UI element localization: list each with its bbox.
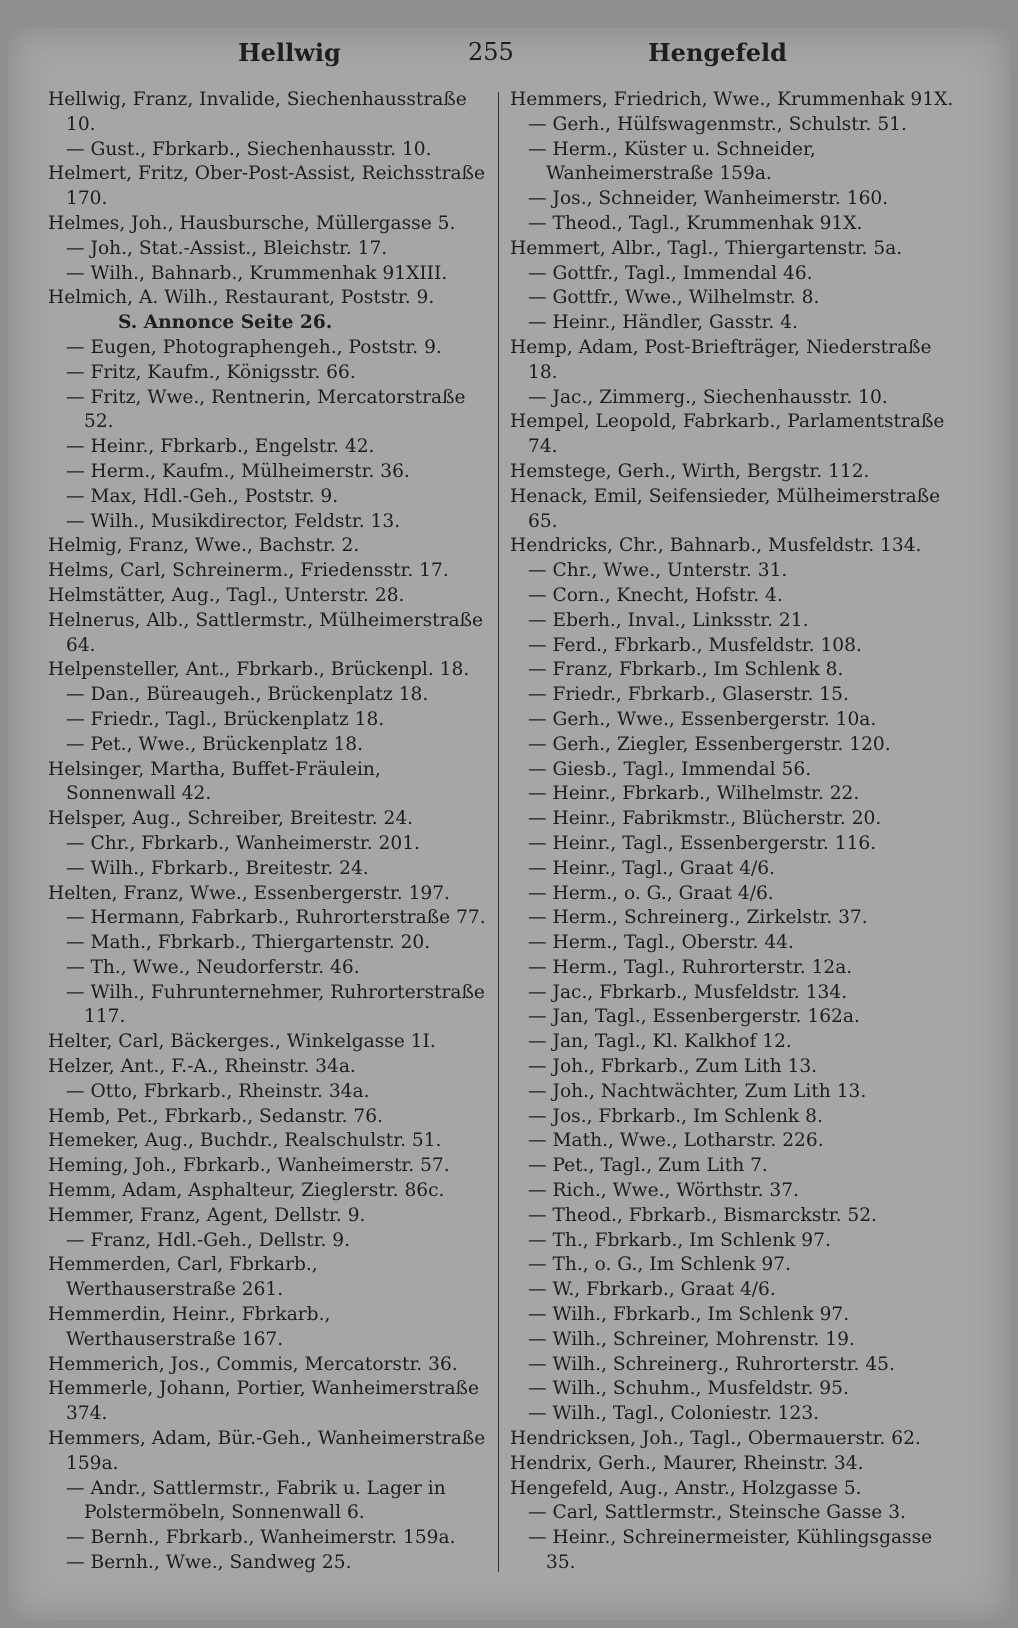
directory-entry: Helpensteller, Ant., Fbrkarb., Brückenpl. 18. — [48, 659, 470, 681]
directory-entry: Helmich, A. Wilh., Restaurant, Poststr. 9. — [48, 287, 435, 309]
directory-entry: — Rich., Wwe., Wörthstr. 37. — [528, 1180, 799, 1202]
directory-entry: — Jan, Tagl., Kl. Kalkhof 12. — [528, 1031, 792, 1053]
directory-entry: — Joh., Fbrkarb., Zum Lith 13. — [528, 1056, 818, 1078]
directory-entry: — Gerh., Ziegler, Essenbergerstr. 120. — [528, 733, 891, 755]
directory-entry: — Math., Fbrkarb., Thiergartenstr. 20. — [66, 932, 431, 954]
directory-entry: Helmig, Franz, Wwe., Bachstr. 2. — [48, 535, 360, 557]
directory-entry: — Heinr., Händler, Gasstr. 4. — [528, 312, 798, 334]
directory-entry: — Herm., Tagl., Ruhrorterstr. 12a. — [528, 956, 853, 978]
directory-entry: — Wilh., Bahnarb., Krummenhak 91XIII. — [66, 262, 448, 284]
directory-entry: Hemp, Adam, Post-Briefträger, Niederstraße 18. — [510, 336, 932, 383]
directory-page — [8, 28, 1010, 1620]
directory-entry: — Theod., Tagl., Krummenhak 91X. — [528, 212, 863, 234]
directory-entry: — Fritz, Kaufm., Königsstr. 66. — [66, 361, 356, 383]
directory-entry: Helmert, Fritz, Ober-Post-Assist, Reichsstraße 170. — [48, 163, 485, 210]
directory-entry: — Wilh., Schreiner, Mohrenstr. 19. — [528, 1328, 855, 1350]
directory-entry: — Gerh., Hülfswagenmstr., Schulstr. 51. — [528, 113, 907, 135]
directory-entry: Hemstege, Gerh., Wirth, Bergstr. 112. — [510, 460, 870, 482]
directory-entry: Helten, Franz, Wwe., Essenbergerstr. 197. — [48, 882, 450, 904]
left-column — [48, 88, 488, 1576]
directory-entry: — Eberh., Inval., Linksstr. 21. — [528, 609, 809, 631]
directory-entry: Hempel, Leopold, Fabrkarb., Parlamentstraße 74. — [510, 411, 945, 458]
directory-entry: — Carl, Sattlermstr., Steinsche Gasse 3. — [528, 1502, 906, 1524]
directory-entry: — Jac., Fbrkarb., Musfeldstr. 134. — [528, 981, 848, 1003]
directory-entry: — Pet., Tagl., Zum Lith 7. — [528, 1155, 768, 1177]
directory-entry: — Bernh., Wwe., Sandweg 25. — [66, 1552, 352, 1574]
directory-entry: — Pet., Wwe., Brückenplatz 18. — [66, 733, 364, 755]
directory-entry: Helms, Carl, Schreinerm., Friedensstr. 17. — [48, 560, 449, 582]
directory-entry: Hemmerden, Carl, Fbrkarb., Werthauserstraße 261. — [48, 1254, 318, 1301]
directory-entry: — Heinr., Fbrkarb., Wilhelmstr. 22. — [528, 783, 860, 805]
directory-entry: — Gerh., Wwe., Essenbergerstr. 10a. — [528, 708, 877, 730]
directory-entry: Hemb, Pet., Fbrkarb., Sedanstr. 76. — [48, 1105, 383, 1127]
right-column — [510, 88, 960, 1576]
directory-entry: — Eugen, Photographengeh., Poststr. 9. — [66, 336, 442, 358]
directory-entry: — Wilh., Fbrkarb., Breitestr. 24. — [66, 857, 369, 879]
directory-entry: Helnerus, Alb., Sattlermstr., Mülheimerstraße 64. — [48, 609, 484, 656]
directory-entry: — Gottfr., Tagl., Immendal 46. — [528, 262, 813, 284]
directory-entry: Helsinger, Martha, Buffet-Fräulein, Sonnenwall 42. — [48, 758, 381, 805]
directory-entry: — Andr., Sattlermstr., Fabrik u. Lager in Polstermöbeln, Sonnenwall 6. — [66, 1477, 446, 1524]
page-header — [8, 38, 1010, 74]
directory-entry: — Franz, Hdl.-Geh., Dellstr. 9. — [66, 1229, 351, 1251]
header-left-keyword: Hellwig — [238, 38, 341, 67]
directory-entry: — W., Fbrkarb., Graat 4/6. — [528, 1279, 776, 1301]
directory-entry: — Wilh., Fuhrunternehmer, Ruhrorterstraße 117. — [66, 981, 485, 1028]
directory-entry: Hemm, Adam, Asphalteur, Zieglerstr. 86c. — [48, 1180, 445, 1202]
directory-entry: — Gust., Fbrkarb., Siechenhausstr. 10. — [66, 138, 432, 160]
directory-entry: — Wilh., Schreinerg., Ruhrorterstr. 45. — [528, 1353, 895, 1375]
directory-entry: — Ferd., Fbrkarb., Musfeldstr. 108. — [528, 634, 862, 656]
directory-entry: Helsper, Aug., Schreiber, Breitestr. 24. — [48, 808, 414, 830]
directory-entry: Hellwig, Franz, Invalide, Siechenhausstraße 10. — [48, 89, 467, 135]
directory-entry: — Giesb., Tagl., Immendal 56. — [528, 758, 812, 780]
directory-entry: — Th., o. G., Im Schlenk 97. — [528, 1254, 791, 1276]
directory-entry: — Wilh., Schuhm., Musfeldstr. 95. — [528, 1378, 849, 1400]
directory-entry: — Heinr., Tagl., Graat 4/6. — [528, 857, 775, 879]
directory-entry: — Max, Hdl.-Geh., Poststr. 9. — [66, 485, 339, 507]
directory-entry: Hemmers, Friedrich, Wwe., Krummenhak 91X. — [510, 89, 954, 110]
directory-entry: Hemeker, Aug., Buchdr., Realschulstr. 51. — [48, 1130, 442, 1152]
directory-entry: — Joh., Stat.-Assist., Bleichstr. 17. — [66, 237, 388, 259]
directory-entry: Hemmer, Franz, Agent, Dellstr. 9. — [48, 1204, 366, 1226]
directory-entry: — Dan., Büreaugeh., Brückenplatz 18. — [66, 684, 429, 706]
directory-entry: Hendricks, Chr., Bahnarb., Musfeldstr. 134. — [510, 535, 922, 557]
column-divider — [498, 92, 499, 1572]
directory-entry: — Gottfr., Wwe., Wilhelmstr. 8. — [528, 287, 820, 309]
directory-entry: — Th., Wwe., Neudorferstr. 46. — [66, 956, 360, 978]
directory-entry: Hemmerle, Johann, Portier, Wanheimerstraße 374. — [48, 1378, 479, 1425]
directory-entry: — Jac., Zimmerg., Siechenhausstr. 10. — [528, 386, 888, 408]
directory-entry: Heming, Joh., Fbrkarb., Wanheimerstr. 57. — [48, 1155, 450, 1177]
directory-entry: Hengefeld, Aug., Anstr., Holzgasse 5. — [510, 1477, 862, 1499]
directory-entry: — Herm., Küster u. Schneider, Wanheimerstraße 159a. — [528, 138, 816, 185]
directory-entry: — Bernh., Fbrkarb., Wanheimerstr. 159a. — [66, 1527, 456, 1549]
directory-entry: — Hermann, Fabrkarb., Ruhrorterstraße 77. — [66, 907, 486, 929]
directory-entry: Hemmers, Adam, Bür.-Geh., Wanheimerstraße 159a. — [48, 1428, 486, 1474]
directory-entry: Helmes, Joh., Hausbursche, Müllergasse 5. — [48, 212, 456, 234]
page-number: 255 — [468, 38, 514, 66]
directory-entry: Hemmerich, Jos., Commis, Mercatorstr. 36. — [48, 1353, 458, 1375]
directory-entry: — Herm., Schreinerg., Zirkelstr. 37. — [528, 907, 868, 929]
directory-entry: — Chr., Fbrkarb., Wanheimerstr. 201. — [66, 832, 420, 854]
directory-entry: Hemmerdin, Heinr., Fbrkarb., Werthauserstraße 167. — [48, 1304, 331, 1350]
directory-entry: — Herm., o. G., Graat 4/6. — [528, 882, 774, 904]
directory-entry: Hendrix, Gerh., Maurer, Rheinstr. 34. — [510, 1452, 864, 1474]
directory-entry: — Jos., Schneider, Wanheimerstr. 160. — [528, 188, 889, 210]
directory-entry: — Heinr., Fbrkarb., Engelstr. 42. — [66, 436, 375, 458]
directory-entry: — Wilh., Tagl., Coloniestr. 123. — [528, 1403, 820, 1425]
directory-entry: — Heinr., Tagl., Essenbergerstr. 116. — [528, 832, 877, 854]
directory-entry: — Heinr., Schreinermeister, Kühlingsgasse 35. — [528, 1527, 933, 1574]
directory-entry: — Jos., Fbrkarb., Im Schlenk 8. — [528, 1105, 823, 1127]
directory-entry: Helzer, Ant., F.-A., Rheinstr. 34a. — [48, 1056, 356, 1078]
annonce-reference: S. Annonce Seite 26. — [118, 312, 333, 334]
directory-entry: — Corn., Knecht, Hofstr. 4. — [528, 584, 783, 606]
directory-entry: — Wilh., Fbrkarb., Im Schlenk 97. — [528, 1304, 850, 1326]
directory-entry: — Heinr., Fabrikmstr., Blücherstr. 20. — [528, 808, 882, 830]
directory-entry: — Joh., Nachtwächter, Zum Lith 13. — [528, 1080, 867, 1102]
directory-entry: Helter, Carl, Bäckerges., Winkelgasse 1I. — [48, 1031, 436, 1053]
header-right-keyword: Hengefeld — [648, 38, 787, 67]
directory-entry: — Otto, Fbrkarb., Rheinstr. 34a. — [66, 1080, 370, 1102]
directory-entry: Helmstätter, Aug., Tagl., Unterstr. 28. — [48, 584, 405, 606]
directory-entry: — Math., Wwe., Lotharstr. 226. — [528, 1130, 824, 1152]
directory-entry: Hemmert, Albr., Tagl., Thiergartenstr. 5a. — [510, 237, 903, 259]
directory-entry: — Fritz, Wwe., Rentnerin, Mercatorstraße 52. — [66, 386, 466, 433]
directory-entry: — Th., Fbrkarb., Im Schlenk 97. — [528, 1229, 831, 1251]
directory-entry: — Franz, Fbrkarb., Im Schlenk 8. — [528, 659, 844, 681]
directory-entry: — Herm., Kaufm., Mülheimerstr. 36. — [66, 460, 410, 482]
directory-entry: — Wilh., Musikdirector, Feldstr. 13. — [66, 510, 401, 532]
directory-entry: — Theod., Fbrkarb., Bismarckstr. 52. — [528, 1204, 877, 1226]
directory-entry: — Chr., Wwe., Unterstr. 31. — [528, 560, 788, 582]
directory-entry: Henack, Emil, Seifensieder, Mülheimerstraße 65. — [510, 485, 941, 532]
directory-entry: — Herm., Tagl., Oberstr. 44. — [528, 932, 794, 954]
directory-entry: — Friedr., Fbrkarb., Glaserstr. 15. — [528, 684, 849, 706]
directory-entry: — Friedr., Tagl., Brückenplatz 18. — [66, 708, 385, 730]
directory-entry: — Jan, Tagl., Essenbergerstr. 162a. — [528, 1006, 860, 1028]
directory-entry: Hendricksen, Joh., Tagl., Obermauerstr. 62. — [510, 1428, 921, 1450]
